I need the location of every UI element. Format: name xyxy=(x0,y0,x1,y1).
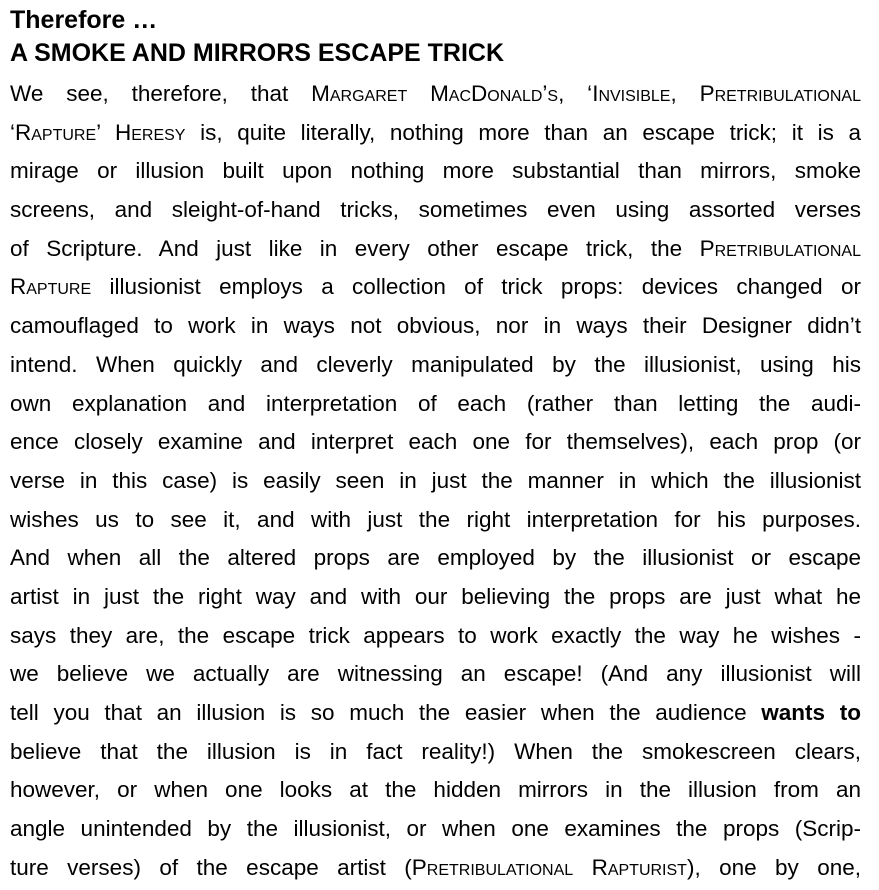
text-line xyxy=(10,617,861,656)
text-run: we believe we actually are witnessing an escape! (And any illusionist will xyxy=(10,661,861,687)
text-line xyxy=(10,385,861,424)
text-line xyxy=(10,75,861,114)
text-run: artist in just the right way and with our believing the props are just what he xyxy=(10,583,861,609)
text-line xyxy=(10,810,861,849)
text-line xyxy=(10,655,861,694)
text-run: angle unintended by the illusionist, or when one examines the props (Scrip- xyxy=(10,816,861,842)
text-line xyxy=(10,771,861,810)
section-title: A SMOKE AND MIRRORS ESCAPE TRICK xyxy=(10,39,505,67)
text-run: ture verses) of the escape artist ( xyxy=(10,854,412,880)
text-line xyxy=(10,152,861,191)
text-run: screens, and sleight-of-hand tricks, sometimes even using assorted verses xyxy=(10,197,861,223)
text-run: ence closely examine and interpret each one for themselves), each prop (or xyxy=(10,429,861,455)
text-line xyxy=(10,539,861,578)
text-line xyxy=(10,849,861,888)
small-caps-text: Pretribulational xyxy=(699,235,861,261)
text-line xyxy=(10,346,861,385)
text-line xyxy=(10,230,861,269)
text-line xyxy=(10,307,861,346)
small-caps-text: Heresy xyxy=(114,119,186,145)
section-heading-label: Therefore … xyxy=(10,6,158,34)
text-run: of Scripture. And just like in every other escape trick, the xyxy=(10,235,700,261)
text-run: camouflaged to work in ways not obvious, nor in ways their Designer didn’t xyxy=(10,313,861,339)
text-line xyxy=(10,268,861,307)
text-run: mirage or illusion built upon nothing more substantial than mirrors, smoke xyxy=(10,158,861,184)
text-run: however, or when one looks at the hidden mirrors in the illusion from an xyxy=(10,777,861,803)
small-caps-text: Margaret MacDonald’s xyxy=(311,81,559,106)
text-line xyxy=(10,191,861,230)
text-line xyxy=(10,733,861,772)
text-run: own explanation and interpretation of each (rather than letting the audi- xyxy=(10,390,861,416)
text-run: believe that the illusion is in fact reality!) When the smokescreen clears, xyxy=(10,738,861,764)
text-line xyxy=(10,462,861,501)
text-run: ‘ xyxy=(10,119,15,145)
text-line xyxy=(10,114,861,153)
body-paragraph xyxy=(10,75,861,887)
text-run: And when all the altered props are employed by the illusionist or escape xyxy=(10,545,861,571)
text-run: We see, therefore, that xyxy=(10,81,312,106)
small-caps-text: Rapture xyxy=(10,274,92,300)
text-line xyxy=(10,694,861,733)
small-caps-text: Rapture xyxy=(15,119,97,145)
small-caps-text: Invisible, Pretribulational xyxy=(592,81,861,106)
bold-text: wants to xyxy=(761,700,861,725)
text-run: says they are, the escape trick appears to work exactly the way he wishes - xyxy=(10,622,861,648)
text-line xyxy=(10,501,861,540)
small-caps-text: Pretribulational Rapturist xyxy=(411,854,687,880)
text-run: is, quite literally, nothing more than an escape trick; it is a xyxy=(185,119,861,145)
text-run: , ‘ xyxy=(558,81,593,106)
text-run: tell you that an illusion is so much the easier when the audience xyxy=(10,700,762,725)
text-line xyxy=(10,423,861,462)
text-run: verse in this case) is easily seen in just the manner in which the illusionist xyxy=(10,467,861,493)
text-run: illusionist employs a collection of trick props: devices changed or xyxy=(91,274,861,300)
text-run: ’ xyxy=(96,119,115,145)
text-run: wishes us to see it, and with just the right interpretation for his purposes. xyxy=(10,506,861,532)
text-run: intend. When quickly and cleverly manipulated by the illusionist, using his xyxy=(10,351,861,377)
text-run: ), one by one, xyxy=(686,854,861,880)
text-line xyxy=(10,578,861,617)
